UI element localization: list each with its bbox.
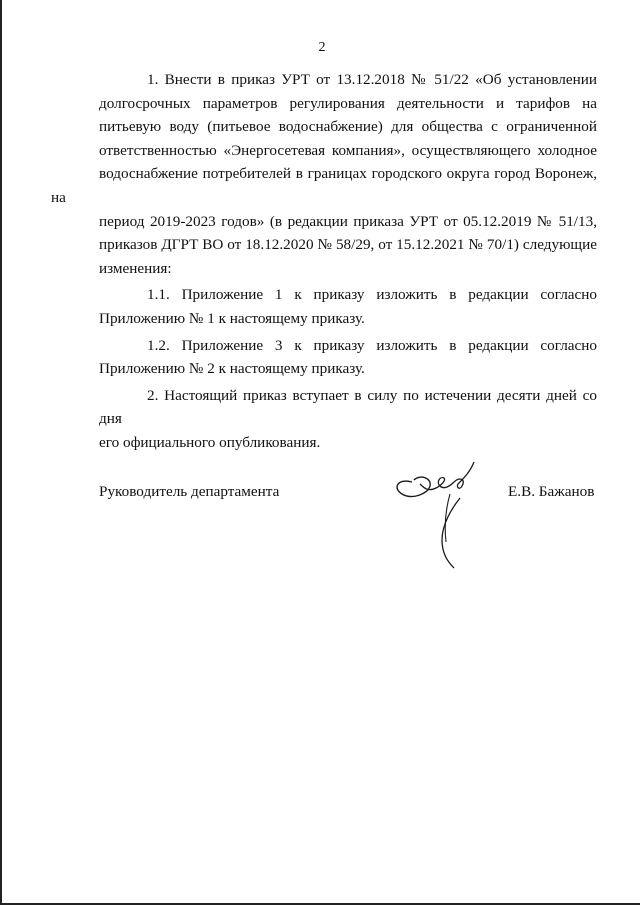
text-line: изменения:	[99, 259, 172, 277]
text-line: период 2019-2023 годов» (в редакции приказа УРТ от 05.12.2019 № 51/13,	[99, 212, 597, 230]
text-line: 2. Настоящий приказ вступает в силу по истечении десяти дней со дня	[99, 386, 597, 428]
text-line: питьевую воду (питьевое водоснабжение) для общества с ограниченной	[99, 118, 597, 136]
signatory-title: Руководитель департамента	[99, 483, 280, 500]
page-number: 2	[318, 40, 326, 55]
paragraph-1-2	[99, 334, 597, 381]
text-line: его официального опубликования.	[99, 433, 321, 451]
signatory-name: Е.В. Бажанов	[508, 483, 595, 500]
text-line: водоснабжение потребителей в границах городского округа город Воронеж, на	[51, 165, 597, 206]
text-line: 1. Внести в приказ УРТ от 13.12.2018 № 51/22 «Об установлении	[147, 71, 597, 88]
paragraph-1	[51, 68, 597, 280]
text-line: ответственностью «Энергосетевая компания», осуществляющего холодное	[99, 141, 597, 159]
text-line: приказов ДГРТ ВО от 18.12.2020 № 58/29, от 15.12.2021 № 70/1) следующие	[99, 236, 597, 254]
paragraph-1-1	[99, 283, 597, 330]
text-line: Приложению № 1 к настоящему приказу.	[99, 309, 365, 327]
text-line: Приложению № 2 к настоящему приказу.	[99, 360, 365, 378]
text-line: долгосрочных параметров регулирования деятельности и тарифов на	[99, 94, 597, 112]
text-line: 1.2. Приложение 3 к приказу изложить в редакции согласно	[147, 336, 597, 354]
handwritten-signature	[390, 458, 490, 570]
text-line: 1.1. Приложение 1 к приказу изложить в редакции согласно	[147, 286, 597, 304]
document-body	[51, 68, 597, 458]
paragraph-2	[99, 384, 597, 455]
